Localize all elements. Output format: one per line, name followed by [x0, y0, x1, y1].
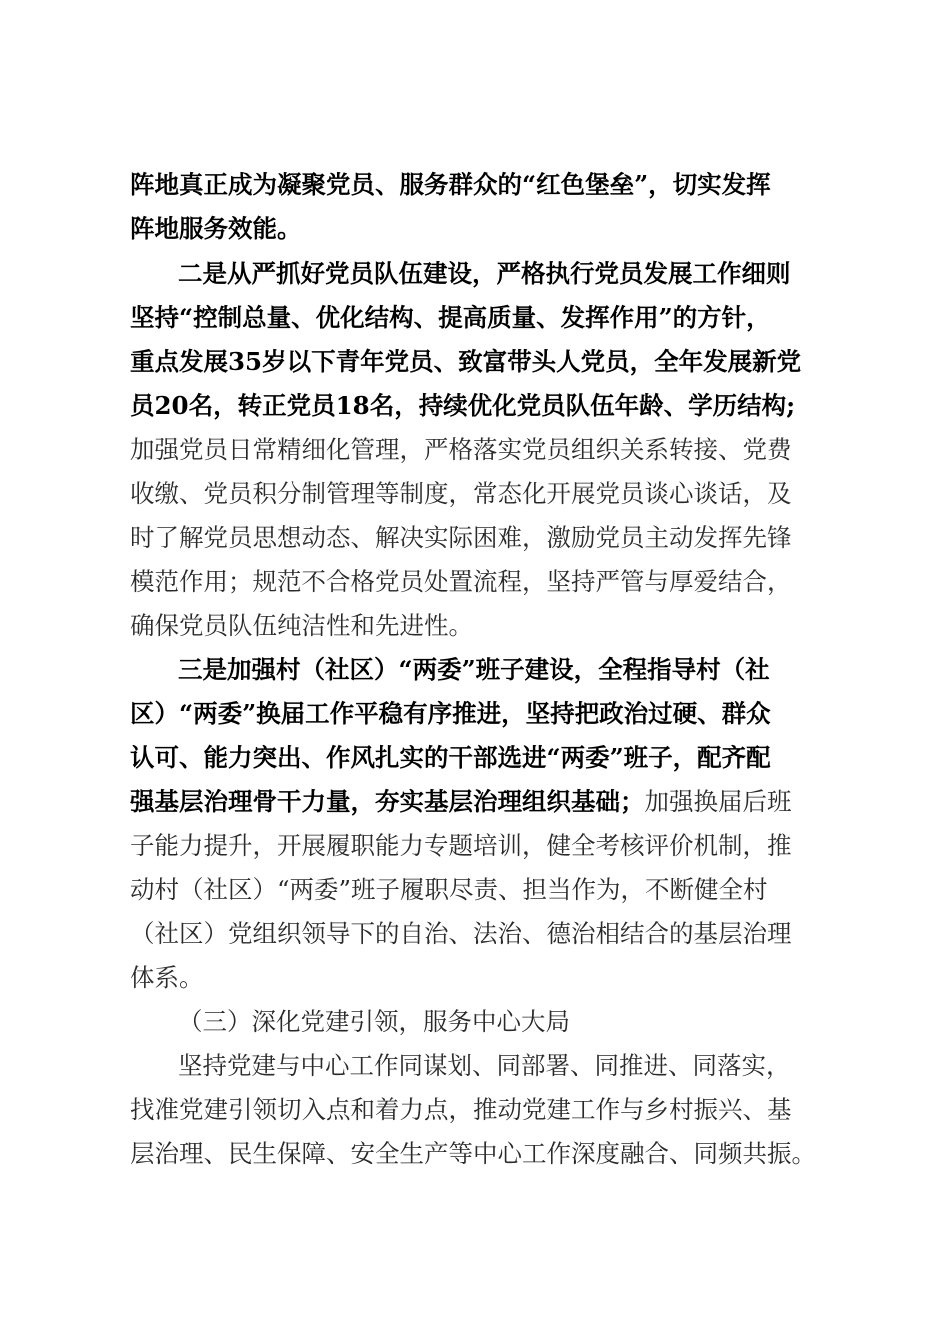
bold-text: 区）“两委”换届工作平稳有序推进，坚持把政治过硬、群众 — [130, 699, 771, 728]
normal-text: 体系。 — [130, 963, 204, 992]
normal-text: 模范作用；规范不合格党员处置流程，坚持严管与厚爱结合， — [130, 567, 792, 596]
bold-text: 二是从严抓好党员队伍建设，严格执行党员发展工作细则 — [178, 259, 791, 288]
normal-text: （三）深化党建引领，服务中心大局 — [178, 1007, 570, 1036]
text-line — [130, 912, 792, 956]
text-line — [130, 604, 473, 648]
bold-text: 强基层治理骨干力量，夯实基层治理组织基础； — [130, 787, 645, 816]
text-line — [130, 956, 204, 1000]
text-line — [130, 736, 771, 780]
text-line — [130, 163, 771, 207]
text-line — [178, 1044, 791, 1088]
bold-text: 员20名，转正党员18名，持续优化党员队伍年龄、学历结构; — [130, 391, 796, 420]
text-line — [130, 824, 792, 868]
text-line — [130, 384, 795, 428]
normal-text: 动村（社区）“两委”班子履职尽责、担当作为，不断健全村 — [130, 875, 768, 904]
text-line — [130, 472, 792, 516]
text-line — [130, 560, 792, 604]
bold-text: 认可、能力突出、作风扎实的干部选进“两委”班子，配齐配 — [130, 743, 771, 772]
normal-text: 收缴、党员积分制管理等制度，常态化开展党员谈心谈话，及 — [130, 479, 792, 508]
text-line — [130, 340, 801, 384]
normal-text: 层治理、民生保障、安全生产等中心工作深度融合、同频共振。 — [130, 1139, 816, 1168]
text-line — [178, 252, 791, 296]
bold-text: 坚持“控制总量、优化结构、提高质量、发挥作用”的方针， — [130, 303, 771, 332]
text-line — [130, 692, 771, 736]
text-line — [130, 516, 792, 560]
normal-text: 找准党建引领切入点和着力点，推动党建工作与乡村振兴、基 — [130, 1095, 792, 1124]
normal-text: 子能力提升，开展履职能力专题培训，健全考核评价机制，推 — [130, 831, 792, 860]
text-line — [130, 207, 302, 251]
text-line — [130, 1088, 792, 1132]
bold-text: 三是加强村（社区）“两委”班子建设，全程指导村（社 — [178, 655, 770, 684]
bold-text: 重点发展35岁以下青年党员、致富带头人党员，全年发展新党 — [130, 347, 802, 376]
text-line — [130, 1132, 816, 1176]
normal-text: （社区）党组织领导下的自治、法治、德治相结合的基层治理 — [130, 919, 792, 948]
text-line — [130, 780, 792, 824]
text-line — [130, 296, 771, 340]
normal-text: 确保党员队伍纯洁性和先进性。 — [130, 611, 473, 640]
normal-text: 坚持党建与中心工作同谋划、同部署、同推进、同落实， — [178, 1051, 791, 1080]
text-line — [130, 428, 792, 472]
normal-text: 加强党员日常精细化管理，严格落实党员组织关系转接、党费 — [130, 435, 792, 464]
normal-text: 时了解党员思想动态、解决实际困难，激励党员主动发挥先锋 — [130, 523, 792, 552]
bold-text: 阵地服务效能。 — [130, 214, 302, 243]
section-heading — [178, 1000, 570, 1044]
text-line — [178, 648, 770, 692]
normal-text: 加强换届后班 — [644, 787, 792, 816]
bold-text: 阵地真正成为凝聚党员、服务群众的“红色堡垒”，切实发挥 — [130, 170, 771, 199]
text-line — [130, 868, 768, 912]
